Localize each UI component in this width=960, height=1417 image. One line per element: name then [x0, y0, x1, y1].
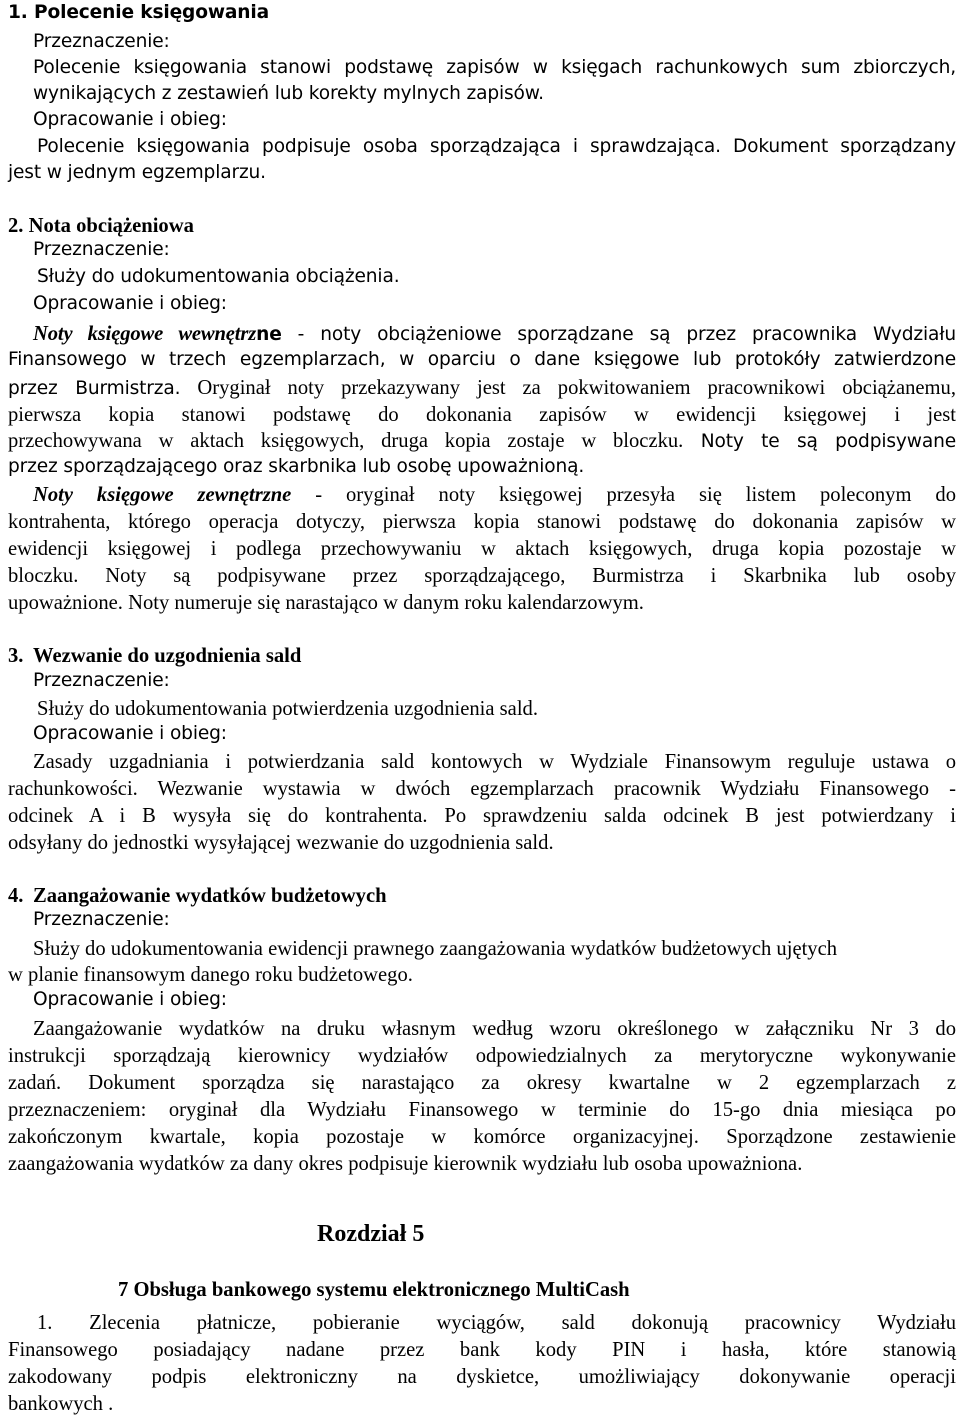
section-7-text: zakodowany podpis elektroniczny na dyskietce, umożliwiający dokonywanie operacji — [8, 1366, 956, 1388]
internal-notes-text: pierwsza kopia stanowi podstawę do dokonania zapisów w ewidencji księgowej i jest — [8, 404, 956, 426]
internal-notes-text: przechowywana w aktach księgowych, druga kopia zostaje w bloczku. — [8, 430, 684, 452]
section-4-workflow-label: Opracowanie i obieg: — [33, 989, 227, 1010]
section-7-text: bankowych . — [8, 1393, 114, 1415]
section-1-workflow-label: Opracowanie i obieg: — [33, 109, 227, 130]
section-4-workflow-text: zaangażowania wydatków za dany okres podpisuje kierownik wydziału lub osoba upoważniona. — [8, 1153, 803, 1175]
internal-notes-text: przez sporządzającego oraz skarbnika lub osobę upoważnioną. — [8, 456, 585, 477]
section-2-purpose-label: Przeznaczenie: — [33, 239, 170, 260]
chapter-title: Rozdział 5 — [317, 1221, 425, 1247]
section-4-number: 4. — [8, 885, 24, 907]
section-7-text: 1. Zlecenia płatnicze, pobieranie wyciągów, sald dokonują pracownicy Wydziału — [37, 1312, 956, 1334]
section-1-heading: 1. Polecenie księgowania — [8, 2, 269, 23]
internal-notes-label-suffix: ne — [256, 324, 282, 345]
internal-notes-line — [8, 378, 956, 399]
external-notes-text: ewidencji księgowej i podlega przechowywaniu w aktach księgowych, druga kopia pozostaje w — [8, 538, 956, 560]
section-4-workflow-text: instrukcji sporządzają kierownicy wydziałów odpowiedzialnych za merytoryczne wykonywanie — [8, 1045, 956, 1067]
external-notes-line — [33, 485, 956, 506]
external-notes-text: bloczku. Noty są podpisywane przez sporządzającego, Burmistrza i Skarbnika lub osoby — [8, 565, 956, 587]
section-2-heading: 2. Nota obciążeniowa — [8, 215, 194, 237]
external-notes-text: kontrahenta, którego operacja dotyczy, pierwsza kopia stanowi podstawę do dokonania zapisów w — [8, 511, 956, 533]
internal-notes-text: - noty obciążeniowe sporządzane są przez pracownika Wydziału — [281, 324, 956, 345]
section-4-title: Zaangażowanie wydatków budżetowych — [33, 885, 387, 907]
internal-notes-text: przez Burmistrza. — [8, 378, 181, 399]
section-3-workflow-text: odcinek A i B wysyła się do kontrahenta. Po sprawdzeniu salda odcinek B jest potwierdzany i — [8, 805, 956, 827]
section-4-workflow-text: Zaangażowanie wydatków na druku własnym według wzoru określonego w załączniku Nr 3 do — [33, 1018, 956, 1040]
section-1-purpose-text: wynikających z zestawień lub korekty mylnych zapisów. — [33, 83, 544, 104]
internal-notes-text: Finansowego w trzech egzemplarzach, w oparciu o dane księgowe lub protokóły zatwierdzone — [8, 349, 956, 370]
section-4-workflow-text: zadań. Dokument sporządza się narastająco za okresy kwartalne w 2 egzemplarzach z — [8, 1072, 956, 1094]
internal-notes-text: Noty te są podpisywane — [683, 431, 956, 452]
section-1-workflow-text: Polecenie księgowania podpisuje osoba sporządzająca i sprawdzająca. Dokument sporządzany — [37, 136, 956, 157]
section-1-purpose-text: Polecenie księgowania stanowi podstawę zapisów w księgach rachunkowych sum zbiorczych, — [33, 57, 956, 78]
section-2-purpose-text: Służy do udokumentowania obciążenia. — [37, 266, 400, 287]
section-3-workflow-text: Zasady uzgadniania i potwierdzania sald kontowych w Wydziale Finansowym reguluje ustawa o — [33, 751, 956, 773]
section-3-purpose-text: Służy do udokumentowania potwierdzenia uzgodnienia sald. — [37, 698, 538, 720]
section-7-text: Finansowego posiadający nadane przez bank kody PIN i hasła, które stanowią — [8, 1339, 956, 1361]
section-3-number: 3. — [8, 645, 24, 667]
external-notes-label: Noty księgowe zewnętrzne — [33, 484, 292, 506]
section-7-heading: 7 Obsługa bankowego systemu elektronicznego MultiCash — [118, 1279, 630, 1301]
section-3-workflow-text: rachunkowości. Wezwanie wystawia w dwóch egzemplarzach pracownik Wydziału Finansowego - — [8, 778, 956, 800]
section-4-purpose-label: Przeznaczenie: — [33, 909, 170, 930]
section-3-workflow-label: Opracowanie i obieg: — [33, 723, 227, 744]
internal-notes-label: Noty księgowe wewnętrz — [33, 323, 257, 345]
section-3-workflow-text: odsyłany do jednostki wysyłającej wezwanie do uzgodnienia sald. — [8, 832, 554, 854]
section-4-purpose-text: Służy do udokumentowania ewidencji prawnego zaangażowania wydatków budżetowych ujętych — [33, 938, 838, 960]
section-1-workflow-text: jest w jednym egzemplarzu. — [8, 162, 266, 183]
section-3-title: Wezwanie do uzgodnienia sald — [33, 645, 302, 667]
section-4-purpose-text: w planie finansowym danego roku budżetowego. — [8, 964, 413, 986]
external-notes-text: upoważnione. Noty numeruje się narastająco w danym roku kalendarzowym. — [8, 592, 644, 614]
section-3-purpose-label: Przeznaczenie: — [33, 670, 170, 691]
internal-notes-line — [8, 431, 956, 452]
section-4-workflow-text: zakończonym kwartale, kopia pozostaje w komórce organizacyjnej. Sporządzone zestawienie — [8, 1126, 956, 1148]
internal-notes-line — [33, 324, 956, 345]
section-2-workflow-label: Opracowanie i obieg: — [33, 293, 227, 314]
section-4-workflow-text: przeznaczeniem: oryginał dla Wydziału Finansowego w terminie do 15-go dnia miesiąca po — [8, 1099, 956, 1121]
section-1-purpose-label: Przeznaczenie: — [33, 31, 170, 52]
internal-notes-text: Oryginał noty przekazywany jest za pokwitowaniem pracownikowi obciążanemu, — [180, 377, 956, 399]
external-notes-text: - oryginał noty księgowej przesyła się listem poleconym do — [291, 484, 957, 506]
